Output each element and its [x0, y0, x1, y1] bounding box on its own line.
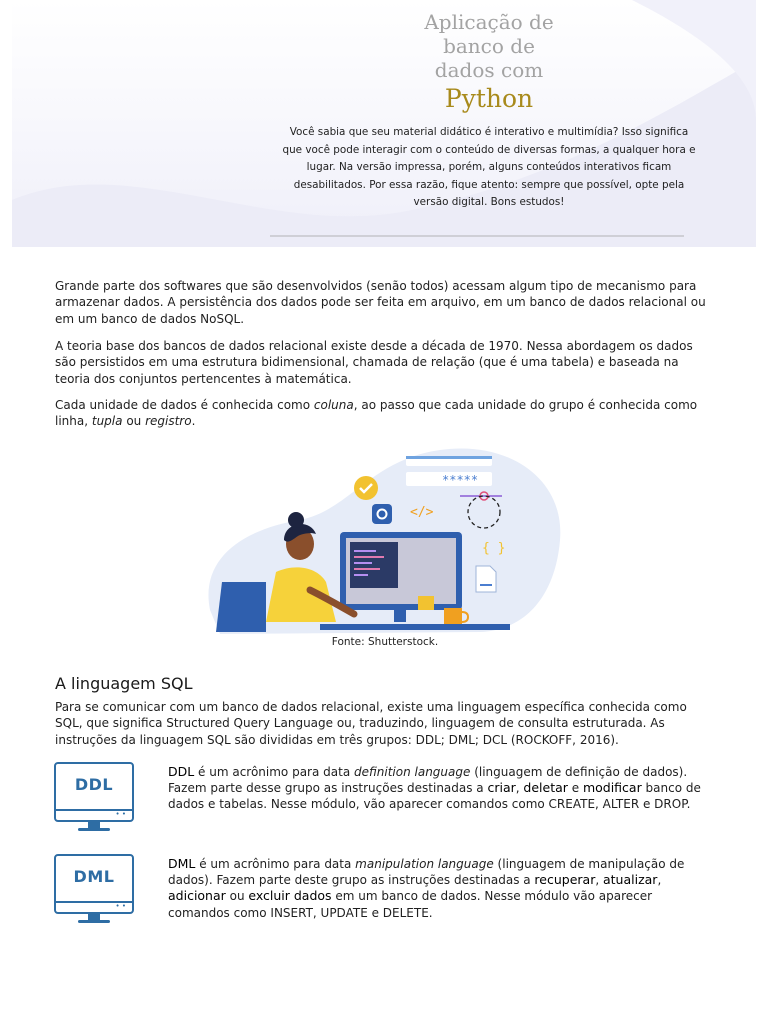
- ddl-description: DDL é um acrônimo para data definition language (linguagem de definição de dados). Fazem parte desse grupo as instruções destinadas a criar, deletar e modificar banco de dados e tabelas. Nesse módulo, vão aparecer comandos como CREATE, ALTER e DROP.: [168, 764, 701, 812]
- monitor-stand: [394, 610, 406, 622]
- document-bar: [480, 584, 492, 586]
- header-divider: [270, 235, 684, 237]
- intro-note: Você sabia que seu material didático é interativo e multimídia? Isso significa que você pode interagir com o conteúdo de diversas formas, a qualquer hora e lugar. Na versão impressa, porém, alguns conteúdos interativos ficam desabilitados. Por essa razão, fique atento: sempre que possível, opte pela versão digital. Bons estudos!: [282, 126, 696, 208]
- keyword-atualizar: atualizar: [602, 872, 658, 888]
- dml-icon-label: DML: [73, 867, 115, 886]
- ddl-icon-label: DDL: [74, 775, 114, 794]
- person-hair-bun: [288, 512, 304, 528]
- dml-monitor-screen: [54, 854, 134, 914]
- gear-badge: [372, 504, 392, 524]
- dml-italic-term: manipulation language: [355, 857, 494, 871]
- keyword-recuperar: recuperar: [534, 872, 596, 888]
- term-coluna: coluna: [313, 398, 354, 412]
- braces-symbol: { }: [482, 541, 506, 556]
- paragraph-3: [55, 397, 715, 430]
- ddl-term: DDL: [168, 764, 195, 779]
- ddl-monitor-dots: • •: [115, 810, 126, 818]
- p3-text-b: , ao passo que cada unidade do grupo é conhecida como linha,: [55, 398, 698, 429]
- checkmark-badge: [354, 476, 378, 500]
- keyword-criar: criar: [487, 780, 516, 796]
- sticky-note: [418, 596, 434, 610]
- code-line-1: [354, 550, 376, 552]
- term-tupla: tupla: [91, 414, 123, 429]
- section-heading-sql: A linguagem SQL: [55, 674, 193, 693]
- code-line-2: [354, 556, 384, 558]
- paragraph-2: A teoria base dos bancos de dados relacional existe desde a década de 1970. Nessa abordagem os dados são persistidos em uma estrutura bidimensional, chamada de relação (que é uma tabela) e baseada na teoria dos conjuntos pertencentes à matemática.: [55, 339, 693, 386]
- code-line-5: [354, 574, 368, 576]
- header-banner: [12, 0, 756, 247]
- password-mask: *****: [442, 473, 479, 487]
- keyword-excluir-dados: excluir dados: [248, 888, 332, 904]
- document-icon: [476, 566, 496, 592]
- dml-term: DML: [168, 856, 196, 871]
- code-symbol: </>: [410, 505, 434, 520]
- coffee-mug: [444, 608, 462, 624]
- desk: [320, 624, 510, 630]
- keyword-adicionar: adicionar: [168, 888, 226, 904]
- term-registro: registro: [145, 414, 192, 429]
- dml-monitor-icon: [54, 854, 136, 924]
- code-line-4: [354, 568, 380, 570]
- title-line-1: Aplicação de: [424, 10, 554, 34]
- illustration-developer-at-computer: [200, 440, 570, 636]
- dml-description: DML é um acrônimo para data manipulation language (linguagem de manipulação de dados). Fazem parte deste grupo as instruções destinadas a recuperar, atualizar, adicionar ou excluir dados em um banco de dados. Nesse módulo vão aparecer comandos como INSERT, UPDATE e DELETE.: [168, 856, 685, 920]
- p3-text-c: ou: [122, 414, 146, 429]
- keyword-deletar: deletar: [523, 780, 568, 796]
- dml-monitor-dots: • •: [115, 902, 126, 910]
- ddl-italic-term: definition language: [354, 765, 471, 779]
- ddl-monitor-icon: [54, 762, 136, 832]
- code-window: [350, 542, 398, 588]
- login-field-top-bar: [406, 456, 492, 459]
- figure-caption: Fonte: Shutterstock.: [331, 636, 439, 648]
- sql-intro-paragraph: Para se comunicar com um banco de dados relacional, existe uma linguagem específica conhecida como SQL, que significa Structured Query Language ou, traduzindo, linguagem de consulta estruturada. As instruções da linguagem SQL são divididas em três grupos: DDL; DML; DCL (ROCKOFF, 2016).: [55, 700, 687, 747]
- title-line-2: banco de: [443, 34, 535, 58]
- keyword-modificar: modificar: [582, 780, 642, 796]
- title-python: Python: [444, 84, 534, 113]
- title-line-3: dados com: [434, 58, 544, 82]
- module-title: [389, 10, 589, 114]
- chair-back: [216, 582, 266, 632]
- p3-text-a: Cada unidade de dados é conhecida como: [55, 398, 314, 412]
- code-line-3: [354, 562, 372, 564]
- ddl-monitor-screen: [54, 762, 134, 822]
- p3-text-d: .: [191, 414, 196, 429]
- paragraph-1: Grande parte dos softwares que são desenvolvidos (senão todos) acessam algum tipo de mecanismo para armazenar dados. A persistência dos dados pode ser feita em arquivo, em um banco de dados relacional ou em um banco de dados NoSQL.: [55, 279, 706, 326]
